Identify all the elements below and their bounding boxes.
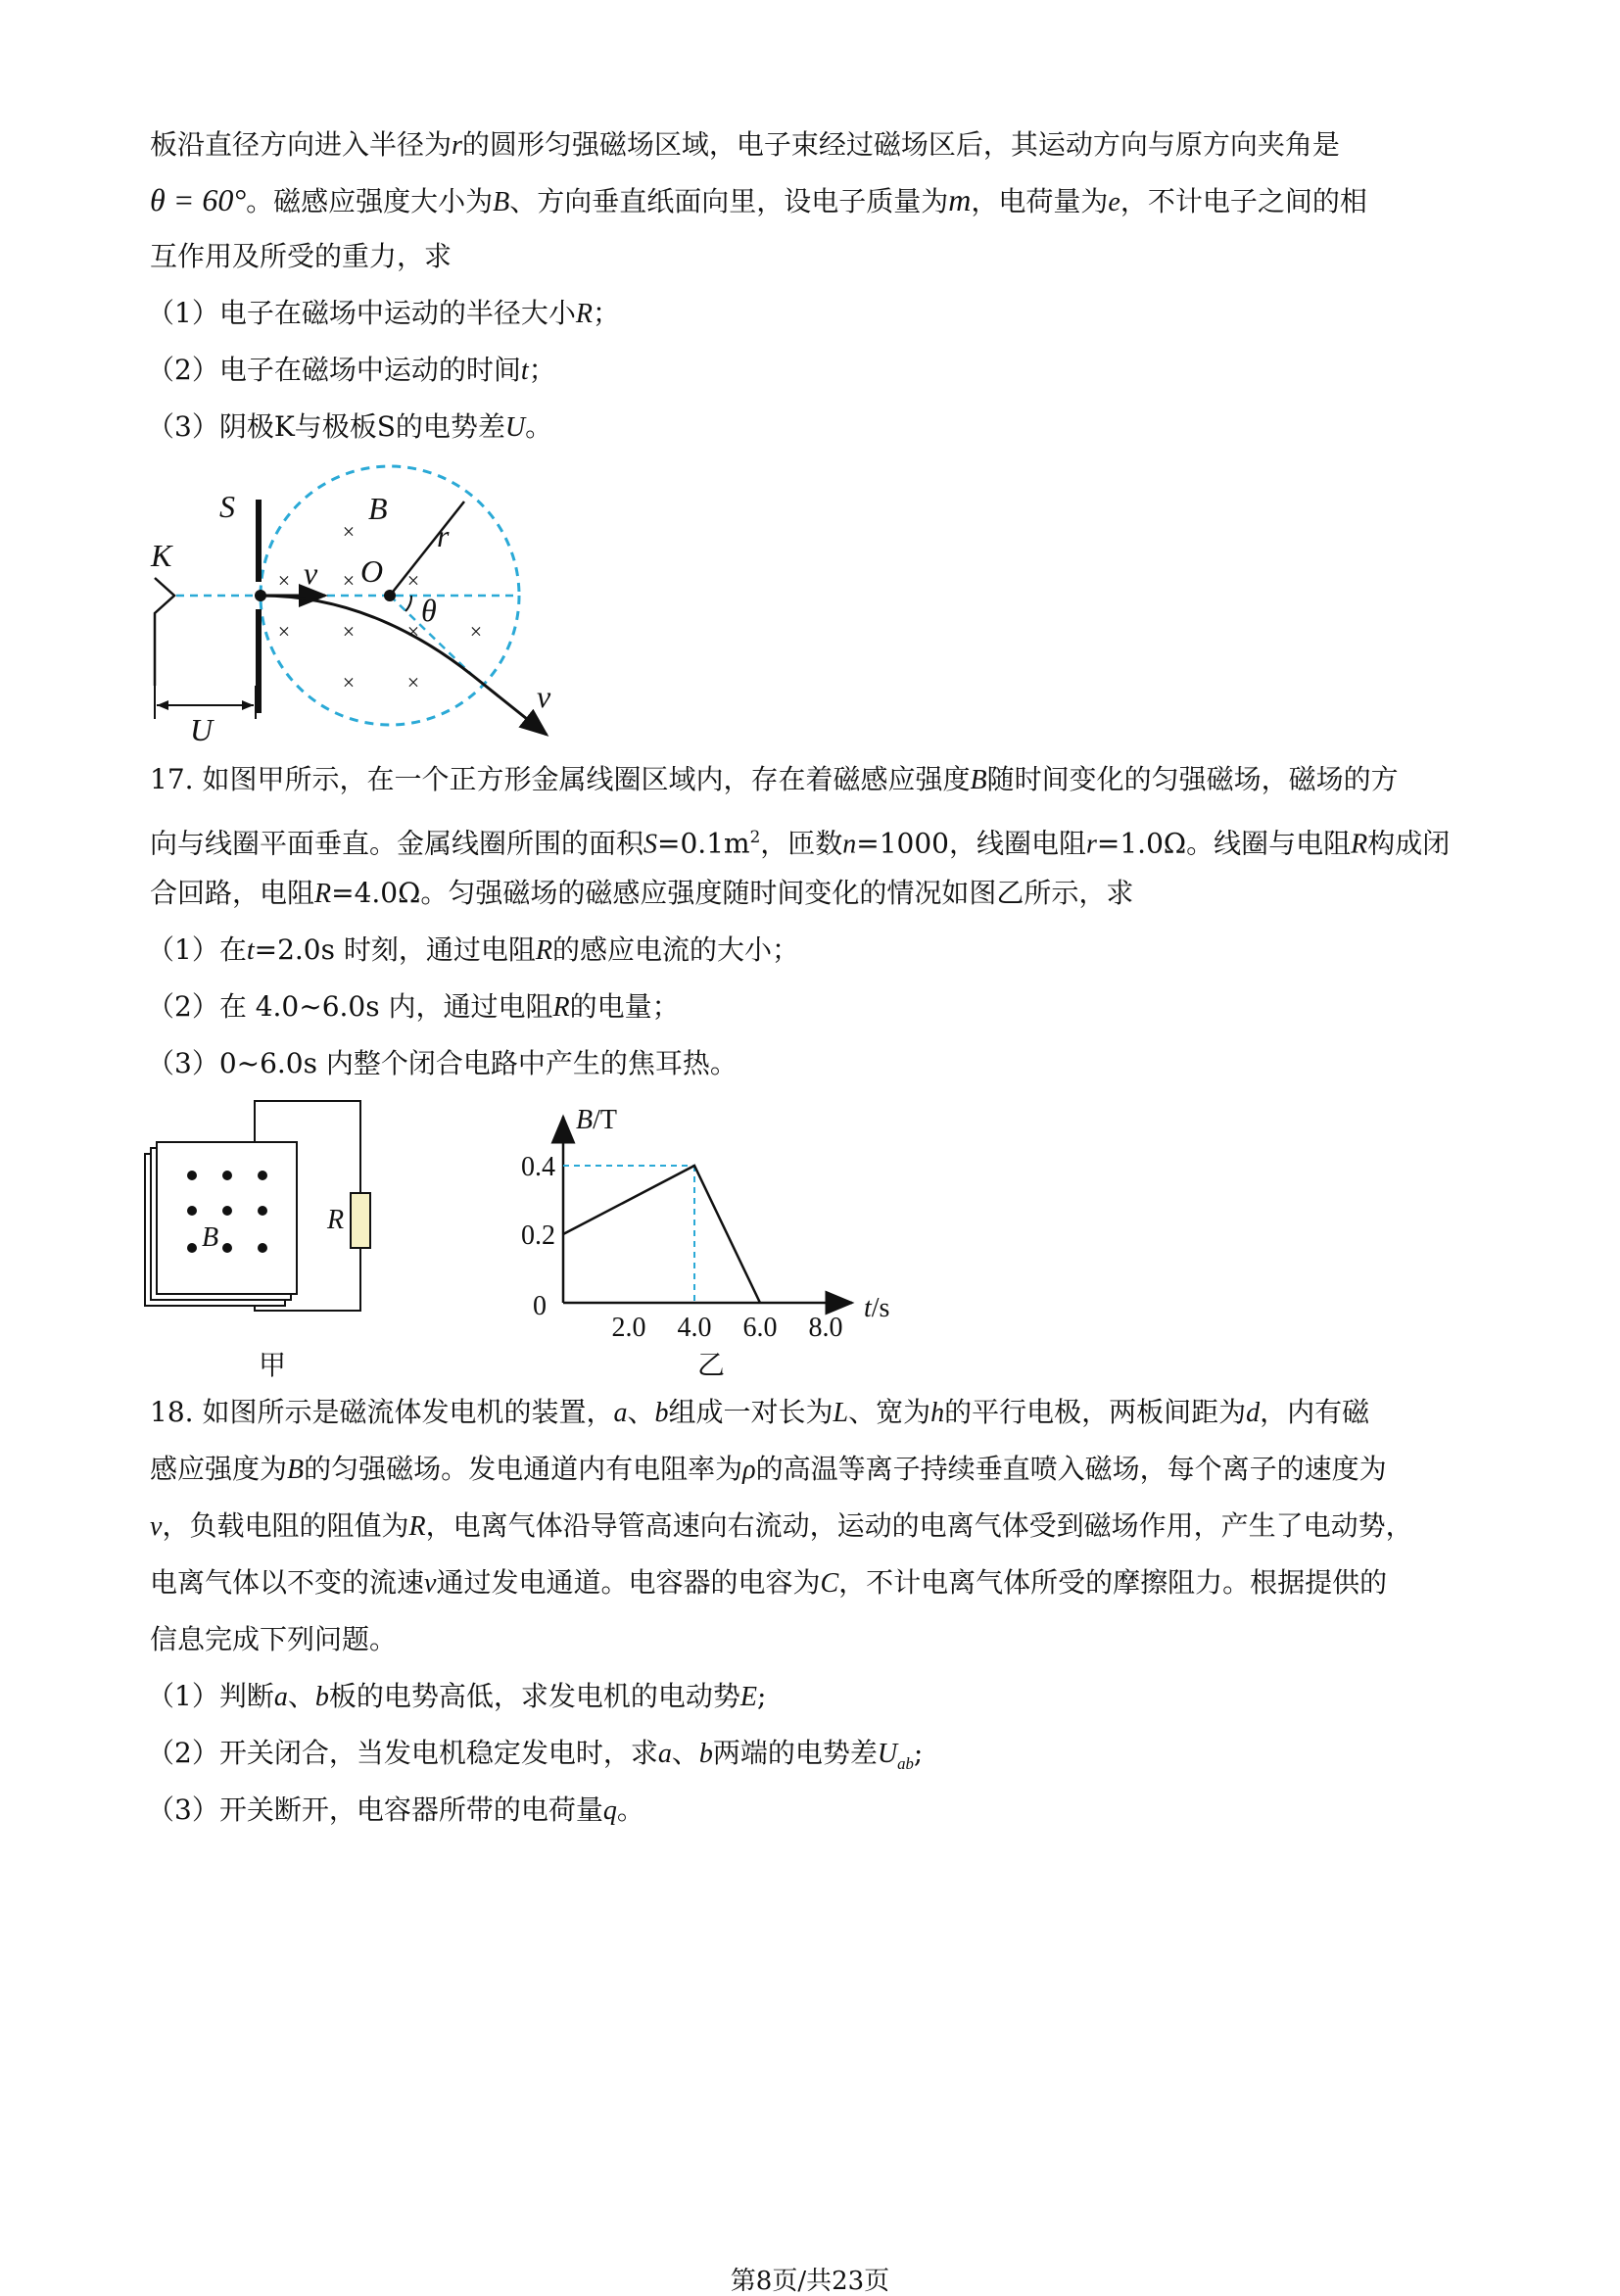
q18-text-line-5: 信息完成下列问题。 (150, 1623, 398, 1655)
u-dim-arrowhead-right (242, 700, 254, 710)
field-cross: × (469, 619, 483, 644)
label-v-exit: v (537, 679, 551, 714)
q18-text-line-1: 18. 如图所示是磁流体发电机的装置，a、b组成一对长为L、宽为h的平行电极，两板间距为d，内有磁 (150, 1396, 1370, 1428)
q18-text-line-3: v，负载电阻的阻值为R，电离气体沿导管高速向右流动，运动的电离气体受到磁场作用，产生了电动势， (150, 1509, 1413, 1542)
label-r: r (437, 518, 450, 553)
field-cross: × (342, 619, 356, 644)
field-dot (187, 1243, 197, 1253)
entry-point (255, 590, 266, 601)
chart-x-label: t/s (864, 1293, 890, 1323)
chart-y-tick-label: 0.4 (521, 1152, 555, 1182)
chart-x-tick-label: 2.0 (611, 1313, 646, 1343)
q16-text-line-3: 互作用及所受的重力，求 (150, 240, 453, 272)
label-o: O (360, 553, 384, 589)
field-cross: × (277, 619, 291, 644)
q18-sub-2: （2）开关闭合，当发电机稳定发电时，求a、b两端的电势差$U_{ab}$; (147, 1737, 924, 1773)
q17-sub-2: （2）在 4.0~6.0s 内，通过电阻R的电量； (147, 990, 680, 1023)
field-dot (187, 1206, 197, 1216)
field-dot (258, 1243, 267, 1253)
chart-x-tick-label: 6.0 (742, 1313, 778, 1343)
field-dot (258, 1171, 267, 1180)
field-dot (222, 1206, 232, 1216)
cathode-k (155, 578, 174, 686)
resistor-r (351, 1193, 370, 1248)
field-cross: × (342, 568, 356, 593)
page-footer: 第8页/共23页 (730, 2267, 890, 2296)
chart-y-label: B/T (576, 1105, 617, 1135)
q16-text-line-1: 板沿直径方向进入半径为r的圆形匀强磁场区域，电子束经过磁场区后，其运动方向与原方向夹角是 (150, 128, 1340, 161)
q16-figure (137, 480, 588, 754)
field-cross: × (342, 519, 356, 544)
u-dim-arrowhead-left (157, 700, 168, 710)
field-cross: × (406, 670, 420, 694)
field-cross: × (342, 670, 356, 694)
q18-text-line-2: 感应强度为B的匀强磁场。发电通道内有电阻率为ρ的高温等离子持续垂直喷入磁场，每个离子的速度为 (150, 1453, 1387, 1485)
chart-series-line (563, 1166, 760, 1303)
label-r: R (327, 1205, 345, 1235)
chart-x-tick-label: 8.0 (808, 1313, 843, 1343)
q17-text-line-1: 17. 如图甲所示，在一个正方形金属线圈区域内，存在着磁感应强度B随时间变化的匀强磁场，磁场的方 (150, 763, 1399, 795)
caption-jia: 甲 (258, 1351, 287, 1381)
coil-front (157, 1142, 297, 1294)
label-k: K (151, 538, 172, 573)
q16-sub-3: （3）阴极K与极板S的电势差U。 (147, 410, 553, 443)
center-point-o (384, 590, 396, 601)
q18-text-line-4: 电离气体以不变的流速v通过发电通道。电容器的电容为C，不计电离气体所受的摩擦阻力。根据提供的 (150, 1566, 1388, 1599)
theta-arc (405, 596, 411, 611)
electron-trajectory (261, 596, 547, 735)
q17-sub-1: （1）在t=2.0s 时刻，通过电阻R的感应电流的大小； (147, 933, 799, 966)
q18-sub-3: （3）开关断开，电容器所带的电荷量q。 (147, 1794, 644, 1826)
field-dot (258, 1206, 267, 1216)
caption-yi: 乙 (696, 1351, 726, 1381)
field-cross: × (406, 568, 420, 593)
chart-y-tick-label: 0.2 (521, 1220, 555, 1251)
q17-sub-3: （3）0~6.0s 内整个闭合电路中产生的焦耳热。 (147, 1047, 738, 1079)
label-b: B (202, 1222, 219, 1253)
q16-text-line-2: θ = 60°。磁感应强度大小为B、方向垂直纸面向里，设电子质量为m，电荷量为e，不计电子之间的相 (150, 182, 1367, 217)
q17-text-line-2: 向与线圈平面垂直。金属线圈所围的面积$S=0.1m^2$，匝数n=1000，线圈电阻r=1.0Ω。线圈与电阻R构成闭 (150, 827, 1451, 860)
q18-sub-1: （1）判断a、b板的电势高低，求发电机的电动势E; (147, 1680, 767, 1712)
radius-line (390, 502, 464, 596)
chart-x-tick-label: 4.0 (677, 1313, 712, 1343)
chart-origin-label: 0 (533, 1291, 547, 1321)
label-s: S (219, 489, 235, 524)
q16-sub-1: （1）电子在磁场中运动的半径大小R； (147, 297, 620, 329)
q17-text-line-3: 合回路，电阻R=4.0Ω。匀强磁场的磁感应强度随时间变化的情况如图乙所示，求 (150, 877, 1134, 909)
label-theta: θ (421, 593, 437, 628)
field-cross: × (277, 568, 291, 593)
field-dot (222, 1171, 232, 1180)
q17-bt-chart (509, 1095, 921, 1379)
q16-sub-2: （2）电子在磁场中运动的时间t； (147, 354, 556, 386)
label-b: B (368, 491, 388, 526)
field-dot (222, 1243, 232, 1253)
label-u: U (190, 712, 214, 747)
field-dot (187, 1171, 197, 1180)
label-v-entry: v (304, 555, 318, 591)
q17-figure-coil (145, 1095, 390, 1379)
field-cross: × (406, 619, 420, 644)
